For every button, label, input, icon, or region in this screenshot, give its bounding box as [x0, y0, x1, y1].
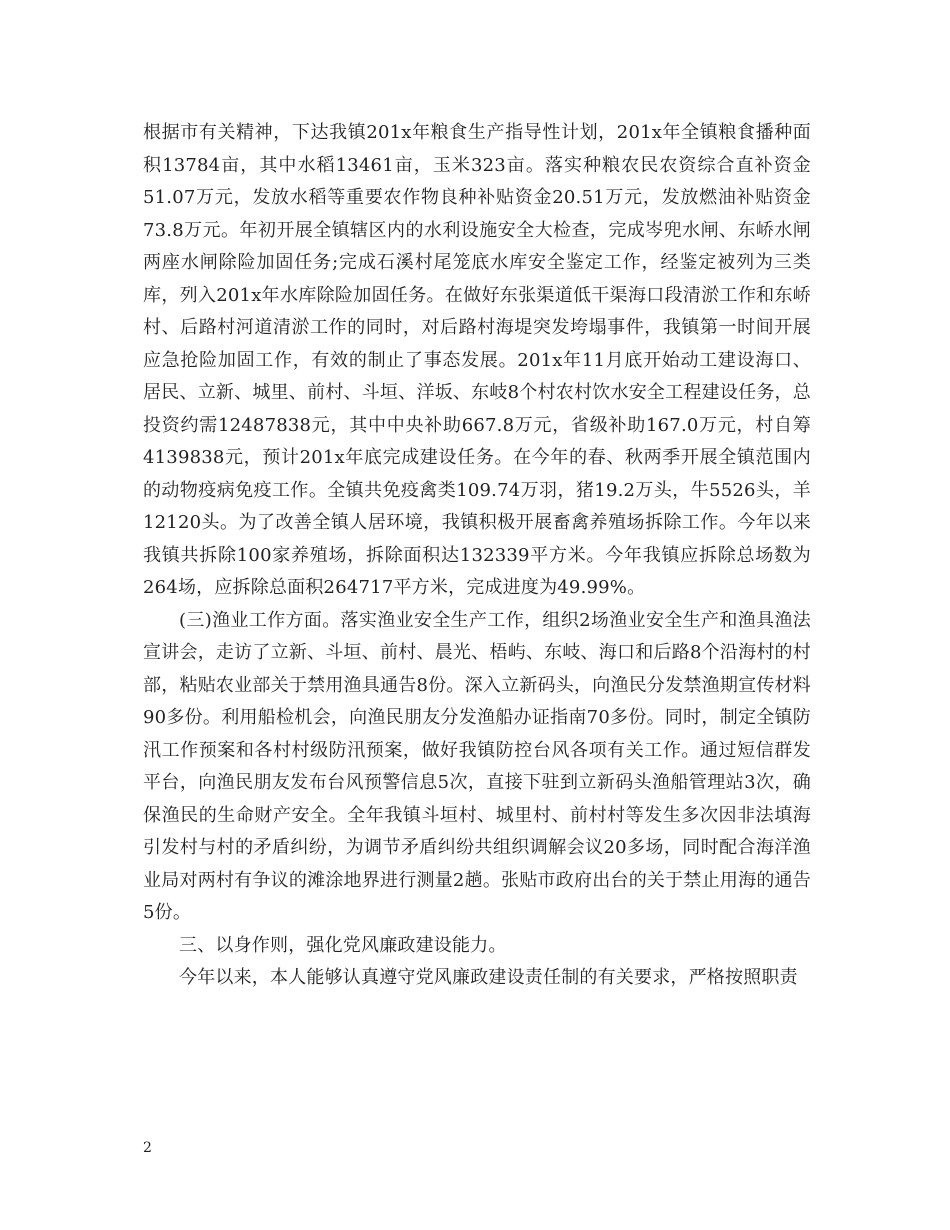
paragraph-agriculture: 根据市有关精神，下达我镇201x年粮食生产指导性计划，201x年全镇粮食播种面积13784亩，其中水稻13461亩，玉米323亩。落实种粮农民农资综合直补资金51.07万元，发放水稻等重要农作物良种补贴资金20.51万元，发放燃油补贴资金73.8万元。年初开展全镇辖区内的水利设施安全大检查，完成岑兜水闸、东峤水闸两座水闸除险加固任务;完成石溪村尾笼底水库安全鉴定工作，经鉴定被列为三类库，列入201x年水库除险加固任务。在做好东张渠道低干渠海口段清淤工作和东峤村、后路村河道清淤工作的同时，对后路村海堤突发垮塌事件，我镇第一时间开展应急抢险加固工作，有效的制止了事态发展。201x年11月底开始动工建设海口、居民、立新、城里、前村、斗垣、洋坂、东岐8个村农村饮水安全工程建设任务，总投资约需12487838元，其中中央补助667.8万元，省级补助167.0万元，村自筹4139838元，预计201x年底完成建设任务。在今年的春、秋两季开展全镇范围内的动物疫病免疫工作。全镇共免疫禽类109.74万羽，猪19.2万头，牛5526头，羊12120头。为了改善全镇人居环境，我镇积极开展畜禽养殖场拆除工作。今年以来我镇共拆除100家养殖场，拆除面积达132339平方米。今年我镇应拆除总场数为264场，应拆除总面积264717平方米，完成进度为49.99%。	[143, 122, 811, 598]
section-heading-three: 三、以身作则，强化党风廉政建设能力。	[179, 934, 507, 956]
page-number: 2	[143, 1140, 152, 1156]
document-body	[143, 117, 811, 995]
paragraph-fishery: (三)渔业工作方面。落实渔业安全生产工作，组织2场渔业安全生产和渔具渔法宣讲会，走访了立新、斗垣、前村、晨光、梧屿、东岐、海口和后路8个沿海村的村部，粘贴农业部关于禁用渔具通告8份。深入立新码头，向渔民分发禁渔期宣传材料90多份。利用船检机会，向渔民朋友分发渔船办证指南70多份。同时，制定全镇防汛工作预案和各村村级防汛预案，做好我镇防控台风各项有关工作。通过短信群发平台，向渔民朋友发布台风预警信息5次，直接下驻到立新码头渔船管理站3次，确保渔民的生命财产安全。全年我镇斗垣村、城里村、前村村等发生多次因非法填海引发村与村的矛盾纠纷，为调节矛盾纠纷共组织调解会议20多场，同时配合海洋渔业局对两村有争议的滩涂地界进行测量2趟。张贴市政府出台的关于禁止用海的通告5份。	[143, 609, 811, 923]
paragraph-integrity: 今年以来，本人能够认真遵守党风廉政建设责任制的有关要求，严格按照职责	[179, 967, 798, 988]
